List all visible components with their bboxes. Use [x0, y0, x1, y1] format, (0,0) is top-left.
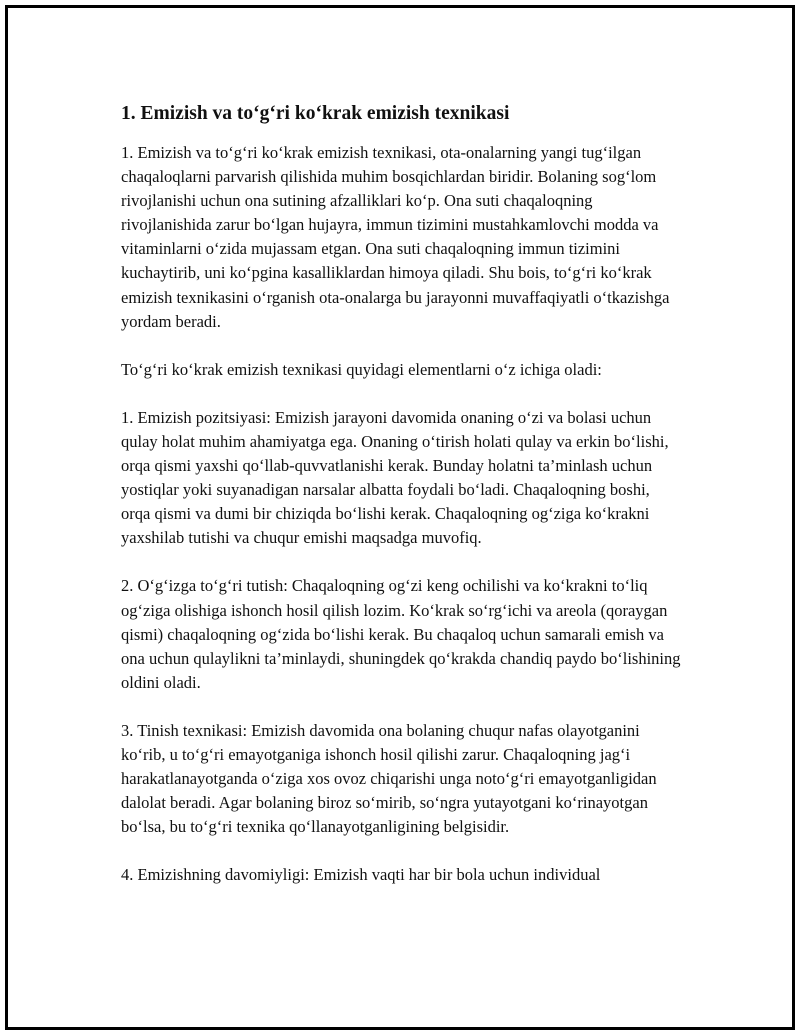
duration-paragraph: 4. Emizishning davomiyligi: Emizish vaqti har bir bola uchun individual — [121, 865, 601, 885]
breathing-paragraph: 3. Tinish texnikasi: Emizish davomida ona bolaning chuqur nafas olayotganini ko‘rib, u to‘g‘ri emayotganiga ishonch hosil qilishi zarur. Chaqaloqning jag‘i harakatlanayotganda o‘ziga xos ovoz chiqarishi unga noto‘g‘ri emayotganligidan dalolat beradi. Agar bolaning biroz so‘mirib, so‘ngra yutayotgani ko‘rinayotgan bo‘lsa, bu to‘g‘ri texnika qo‘llanayotganligining belgisidir. — [121, 720, 657, 837]
position-paragraph: 1. Emizish pozitsiyasi: Emizish jarayoni davomida onaning o‘zi va bolasi uchun qulay holat muhim ahamiyatga ega. Onaning o‘tirish holati qulay va erkin bo‘lishi, orqa qismi yaxshi qo‘llab-quvvatlanishi kerak. Bunday holatni ta’minlash uchun yostiqlar yoki suyanadigan narsalar albatta foydali bo‘ladi. Chaqaloqning boshi, orqa qismi va dumi bir chiziqda bo‘lishi kerak. Chaqaloqning og‘ziga ko‘krakni yaxshilab tutishi va chuqur emishi maqsadga muvofiq. — [121, 407, 669, 548]
document-title: 1. Emizish va to‘g‘ri ko‘krak emizish texnikasi — [121, 103, 510, 124]
page-frame — [5, 5, 795, 1030]
elements-intro-paragraph: To‘g‘ri ko‘krak emizish texnikasi quyidagi elementlarni o‘z ichiga oladi: — [121, 359, 602, 379]
intro-paragraph: 1. Emizish va to‘g‘ri ko‘krak emizish texnikasi, ota-onalarning yangi tug‘ilgan chaqaloqlarni parvarish qilishida muhim bosqichlardan biridir. Bolaning sog‘lom rivojlanishi uchun ona sutining afzalliklari ko‘p. Ona suti chaqaloqning rivojlanishida zarur bo‘lgan hujayra, immun tizimini mustahkamlovchi modda va vitaminlarni o‘zida mujassam etgan. Ona suti chaqaloqning immun tizimini kuchaytirib, uni ko‘pgina kasalliklardan himoya qiladi. Shu bois, to‘g‘ri ko‘krak emizish texnikasini o‘rganish ota-onalarga bu jarayonni muvaffaqiyatli o‘tkazishga yordam beradi. — [121, 143, 670, 331]
latch-paragraph: 2. O‘g‘izga to‘g‘ri tutish: Chaqaloqning og‘zi keng ochilishi va ko‘krakni to‘liq og‘ziga olishiga ishonch hosil qilish lozim. Ko‘krak so‘rg‘ichi va areola (qoraygan qismi) chaqaloqning og‘zida bo‘lishi kerak. Bu chaqaloq uchun samarali emish va ona uchun qulaylikni ta’minlaydi, shuningdek qo‘krakda chandiq paydo bo‘lishining oldini oladi. — [121, 576, 681, 692]
document-body — [121, 101, 681, 911]
